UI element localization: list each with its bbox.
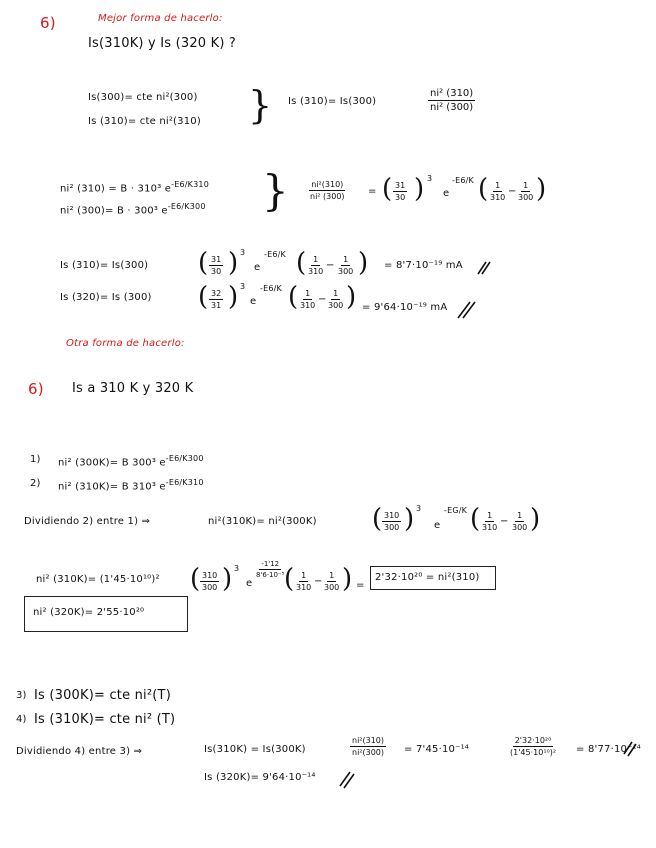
equals-sign: =: [368, 186, 377, 197]
paren: ): [414, 174, 425, 204]
ni-equation-310: ni² (310) = B · 310³ $e^{-E6/K310}$: [60, 180, 209, 195]
paren: (: [382, 174, 393, 204]
inner-fraction: $\frac{1}{300}$: [324, 571, 340, 592]
exponent: -E6/K: [264, 250, 286, 259]
power: 3: [240, 248, 246, 257]
inner-fraction: $\frac{1}{300}$: [328, 289, 344, 310]
section-number: 6): [40, 14, 56, 32]
boxed-result-text: ni² (320K)= 2'55·10²⁰: [33, 607, 145, 618]
inner-fraction: $\frac{1}{310}$: [490, 181, 506, 202]
paren: (: [198, 248, 209, 278]
paren: ): [342, 564, 353, 594]
double-slash-mark: [478, 262, 490, 274]
minus-sign: −: [508, 186, 517, 197]
alt-heading: Otra forma de hacerlo:: [66, 338, 185, 349]
inner-fraction: $\frac{1}{310}$: [300, 289, 316, 310]
step-label: 4): [16, 714, 27, 725]
equals-sign: =: [356, 580, 365, 591]
step-label: 2): [30, 478, 41, 489]
relation-fraction: [428, 88, 475, 113]
result1-value: = 8'7·10⁻¹⁹ mA: [384, 260, 463, 271]
calc-lhs: ni² (310K)= (1'45·10¹⁰)²: [36, 574, 160, 585]
paren: (: [478, 174, 489, 204]
result1-lhs: Is (310)= Is(300): [60, 260, 149, 271]
paren: (: [190, 564, 201, 594]
e-letter: e: [246, 578, 253, 589]
paren: (: [284, 564, 295, 594]
final-result: Is (320K)= 9'64·10⁻¹⁴: [204, 772, 316, 783]
paren: ): [228, 282, 239, 312]
double-slash-mark: [340, 772, 354, 788]
paren: ): [346, 282, 357, 312]
notes-page: 6) Mejor forma de hacerlo: Is(310K) y Is (320 K) ? Is(300)= cte ni²(300) Is (310)= cte ni²(310) } Is (310)= Is(300) $\frac{\text{ni² (310)}}{\text{ni² (300)}}$ ni² (310) = B · 310³ $e^{-E6/K310}$ ni² (300)= B · 300³ $e^{-E6/K300}$ } $\frac{\text{ni²(310)}}{\text{ni² (300)}}$ = ( $\frac{31}{30}$ ) 3 e -E6/K ( $\frac{1}{310}$ − $\frac{1}{300}$ ) Is (310)= Is(300) ( $\frac{31}{30}$ ) 3 e -E6/K ( $\frac{1}{310}$ − $\frac{1}{300}$ ) = 8'7·10⁻¹⁹ mA Is (320)= Is (300) ( $\frac{32}{31}$ ) 3 e -E6/K ( $\frac{1}{310}$ − $\frac{1}{300}$ ) = 9'64·10⁻¹⁹ mA Otra forma de hacerlo: 6) Is a 310 K y 320 K 1) ni² (300K)= B 300³ $e^{-E6/K300}$ 2) ni² (310K)= B 310³ $e^{-E6/K310}$ Dividiendo 2) entre 1) ⇒ ni²(310K)= ni²(300K) ( $\frac{310}{300}$ ) 3 e -EG/K ( $\frac{1}{310}$ − $\frac{1}{300}$ ) ni² (310K)= (1'45·10¹⁰)² ( $\frac{310}{300}$ ) 3 e $\frac{-1'12}{\text{8'6·10⁻⁵}}$ ( $\frac{1}{310}$ − $\frac{1}{300}$ ) = 2'32·10²⁰ = ni²(310) ni² (320K)= 2'55·10²⁰ 3) Is (300K)= cte ni²(T) 4) Is (310K)= cte ni² (T) Dividiendo 4) entre 3) ⇒ Is(310K) = Is(300K) $\frac{\text{ni²(310)}}{\text{ni²(300)}}$ = 7'45·10⁻¹⁴ $\frac{\text{2'32·10²⁰}}{\text{(1'45·10¹⁰)²}}$ = 8'77·10⁻¹⁴ Is (320K)= 9'64·10⁻¹⁴: [0, 0, 656, 848]
question-line: Is(310K) y Is (320 K) ?: [88, 36, 237, 51]
step-label: 1): [30, 454, 41, 465]
step1-equation: ni² (300K)= B 300³ $e^{-E6/K300}$: [58, 454, 204, 469]
divide-text: Dividiendo 4) entre 3) ⇒: [16, 746, 143, 757]
paren: (: [470, 504, 481, 534]
boxed-result: [24, 596, 188, 632]
power: 3: [240, 282, 246, 291]
brace: }: [248, 83, 273, 127]
inner-fraction: $\frac{1}{310}$: [308, 255, 324, 276]
line3: Is (300K)= cte ni²(T): [34, 688, 171, 703]
equation-is310: Is (310)= cte ni²(310): [88, 116, 201, 127]
divide-text: Dividiendo 2) entre 1) ⇒: [24, 516, 151, 527]
paren: (: [198, 282, 209, 312]
e-letter: e: [254, 262, 261, 273]
power: 3: [234, 564, 240, 573]
step-label: 3): [16, 690, 27, 701]
paren: (: [288, 282, 299, 312]
step2-equation: ni² (310K)= B 310³ $e^{-E6/K310}$: [58, 478, 204, 493]
power: 3: [416, 504, 422, 513]
result1-fraction: $\frac{31}{30}$: [211, 255, 222, 276]
paren: ): [404, 504, 415, 534]
relation-numerator: ni² (310): [430, 88, 474, 99]
brace: }: [262, 166, 289, 215]
divide-equation: ni²(310K)= ni²(300K): [208, 516, 317, 527]
section-heading: Mejor forma de hacerlo:: [98, 13, 223, 24]
paren: (: [296, 248, 307, 278]
e-letter: e: [443, 188, 450, 199]
paren: ): [530, 504, 541, 534]
temp-ratio: $\frac{31}{30}$: [395, 181, 406, 202]
paren: (: [372, 504, 383, 534]
exponent: -E6/K: [452, 176, 474, 185]
calc-exponent: $\frac{-1'12}{\text{8'6·10⁻⁵}}$: [256, 560, 285, 579]
task-line: Is a 310 K y 320 K: [72, 381, 194, 396]
exponent: -EG/K: [444, 506, 468, 515]
power: 3: [427, 174, 433, 183]
result2-value: = 9'64·10⁻¹⁹ mA: [362, 302, 448, 313]
inner-fraction: $\frac{1}{300}$: [518, 181, 534, 202]
e-letter: e: [434, 520, 441, 531]
boxed-result: [370, 566, 496, 590]
paren: ): [228, 248, 239, 278]
calc-fraction: $\frac{310}{300}$: [202, 571, 218, 592]
ratio-fraction: $\frac{\text{ni²(310)}}{\text{ni² (300)}}$: [310, 180, 345, 201]
eq-mid: = 7'45·10⁻¹⁴: [404, 744, 469, 755]
double-slash-mark: [458, 302, 475, 318]
exponent: -E6/K: [260, 284, 282, 293]
inner-fraction: $\frac{1}{300}$: [338, 255, 354, 276]
e-letter: e: [250, 296, 257, 307]
equation-is300: Is(300)= cte ni²(300): [88, 92, 198, 103]
eq-fraction2: $\frac{\text{2'32·10²⁰}}{\text{(1'45·10¹⁰)²}}$: [510, 736, 557, 757]
eq-result: = 8'77·10⁻¹⁴: [576, 744, 641, 755]
divide-fraction: $\frac{310}{300}$: [384, 511, 400, 532]
paren: ): [536, 174, 547, 204]
paren: ): [358, 248, 369, 278]
result2-lhs: Is (320)= Is (300): [60, 292, 152, 303]
relation-lhs: Is (310)= Is(300): [288, 96, 377, 107]
inner-fraction: $\frac{1}{310}$: [296, 571, 312, 592]
eq-lhs: Is(310K) = Is(300K): [204, 744, 306, 755]
section-number: 6): [28, 380, 44, 398]
eq-fraction: $\frac{\text{ni²(310)}}{\text{ni²(300)}}$: [352, 736, 385, 757]
relation-denominator: ni² (300): [430, 102, 474, 113]
line4: Is (310K)= cte ni² (T): [34, 712, 176, 727]
paren: ): [222, 564, 233, 594]
result2-fraction: $\frac{32}{31}$: [211, 289, 222, 310]
ni-equation-300: ni² (300)= B · 300³ $e^{-E6/K300}$: [60, 202, 206, 217]
inner-fraction: $\frac{1}{310}$: [482, 511, 498, 532]
boxed-result-text: 2'32·10²⁰ = ni²(310): [375, 572, 480, 583]
inner-fraction: $\frac{1}{300}$: [512, 511, 528, 532]
